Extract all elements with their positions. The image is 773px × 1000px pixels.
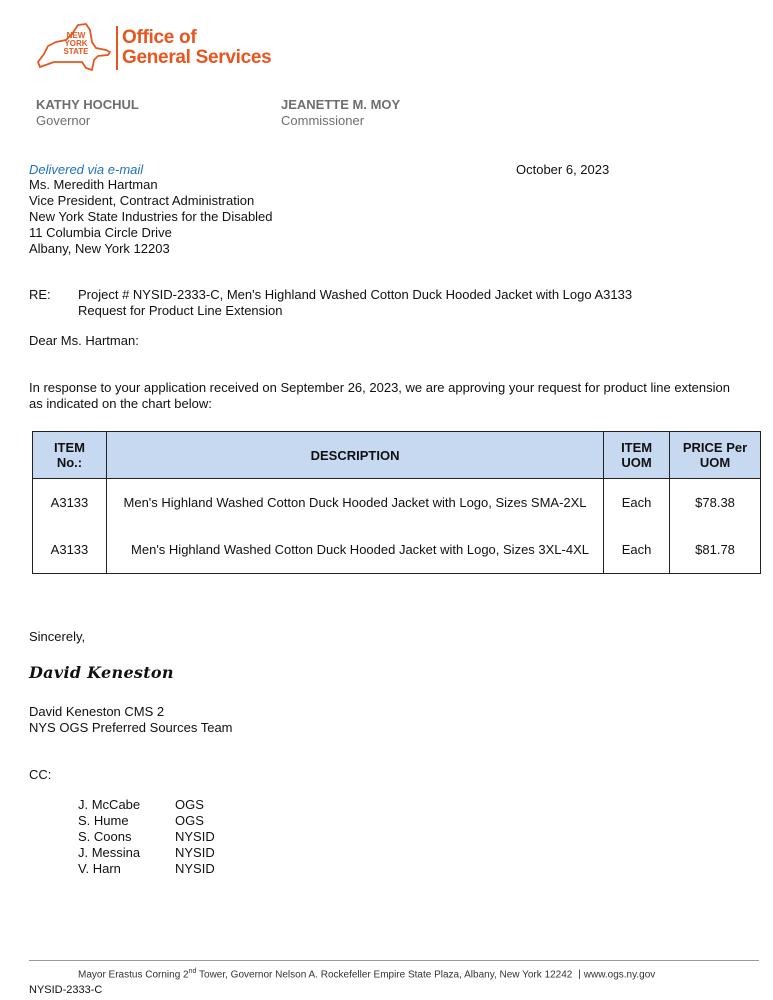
cell-item-no: A3133 <box>33 479 107 527</box>
re-subject-line-1: Project # NYSID-2333-C, Men's Highland Washed Cotton Duck Hooded Jacket with Logo A3133 <box>78 287 633 302</box>
recipient-line: Albany, New York 12203 <box>29 241 170 256</box>
cc-org: NYSID <box>175 829 215 844</box>
cc-entry <box>78 861 215 877</box>
cell-price: $81.78 <box>670 526 761 574</box>
footer-website-link[interactable]: www.ogs.ny.gov <box>583 969 656 981</box>
delivery-method: Delivered via e-mail <box>29 162 144 177</box>
header-description: DESCRIPTION <box>106 432 603 479</box>
footer-address <box>78 968 655 980</box>
cc-list <box>78 797 215 877</box>
cell-item-no: A3133 <box>33 526 107 574</box>
closing: Sincerely, <box>29 629 86 644</box>
footer-ordinal-suffix: nd <box>188 968 197 975</box>
logo-divider <box>116 26 118 70</box>
commissioner-name: JEANETTE M. MOY <box>281 97 401 112</box>
cc-entry <box>78 845 215 861</box>
letter-date: October 6, 2023 <box>516 162 610 177</box>
cc-name: S. Hume <box>78 813 129 828</box>
signer-name: David Keneston CMS 2 <box>29 704 165 719</box>
official-governor <box>36 97 139 129</box>
cc-org: NYSID <box>175 845 215 860</box>
product-table <box>32 431 761 574</box>
new-york-state-map-icon <box>34 22 114 74</box>
header-item-no: ITEM No.: <box>33 432 107 479</box>
cc-name: V. Harn <box>78 861 121 876</box>
cc-entry <box>78 797 215 813</box>
signer-team: NYS OGS Preferred Sources Team <box>29 720 233 735</box>
cell-price: $78.38 <box>670 479 761 527</box>
cc-name: S. Coons <box>78 829 132 844</box>
logo-state-line-2: YORK <box>64 39 88 48</box>
re-subject <box>78 287 632 319</box>
recipient-line: New York State Industries for the Disabled <box>29 209 273 224</box>
official-commissioner <box>281 97 400 129</box>
cc-entry <box>78 813 215 829</box>
cell-description: Men's Highland Washed Cotton Duck Hooded Jacket with Logo, Sizes SMA-2XL <box>106 479 603 527</box>
recipient-line: 11 Columbia Circle Drive <box>29 225 172 240</box>
header-price-per-uom: PRICE Per UOM <box>670 432 761 479</box>
cc-entry <box>78 829 215 845</box>
footer-address-part-2: Tower, Governor Nelson A. Rockefeller Empire State Plaza, Albany, New York 12242 <box>196 969 573 981</box>
ogs-logo <box>34 22 274 77</box>
cc-name: J. McCabe <box>78 797 141 812</box>
footer-doc-id: NYSID-2333-C <box>29 984 103 996</box>
footer-address-part-1: Mayor Erastus Corning 2 <box>78 969 189 981</box>
signer-block <box>29 704 233 736</box>
cell-uom: Each <box>604 479 670 527</box>
cc-name: J. Messina <box>78 845 141 860</box>
governor-title: Governor <box>36 113 91 128</box>
cc-org: OGS <box>175 797 204 812</box>
table-row <box>33 526 761 574</box>
agency-name-line-2: General Services <box>122 47 272 68</box>
table-header-row <box>33 432 761 479</box>
body-paragraph <box>29 380 730 412</box>
commissioner-title: Commissioner <box>281 113 365 128</box>
cc-org: OGS <box>175 813 204 828</box>
table-row <box>33 479 761 527</box>
logo-state-line-3: STATE <box>63 47 89 56</box>
agency-name <box>122 28 271 68</box>
cell-uom: Each <box>604 526 670 574</box>
handwritten-signature: David Keneston <box>29 663 174 682</box>
footer-separator: | <box>578 969 581 981</box>
agency-name-line-1: Office of <box>122 27 197 48</box>
recipient-line: Vice President, Contract Administration <box>29 193 255 208</box>
cc-label: CC: <box>29 767 52 782</box>
re-subject-line-2: Request for Product Line Extension <box>78 303 283 318</box>
cc-org: NYSID <box>175 861 215 876</box>
body-line-1: In response to your application received on September 26, 2023, we are approving your request for product line extension <box>29 380 730 395</box>
cell-description: Men's Highland Washed Cotton Duck Hooded Jacket with Logo, Sizes 3XL-4XL <box>106 526 603 574</box>
recipient-address <box>29 177 273 257</box>
re-label: RE: <box>29 287 51 302</box>
logo-state-line-1: NEW <box>66 31 86 40</box>
recipient-line: Ms. Meredith Hartman <box>29 177 158 192</box>
header-item-uom: ITEM UOM <box>604 432 670 479</box>
footer-divider <box>29 960 759 961</box>
body-line-2: as indicated on the chart below: <box>29 396 212 411</box>
salutation: Dear Ms. Hartman: <box>29 333 139 348</box>
governor-name: KATHY HOCHUL <box>36 97 139 112</box>
